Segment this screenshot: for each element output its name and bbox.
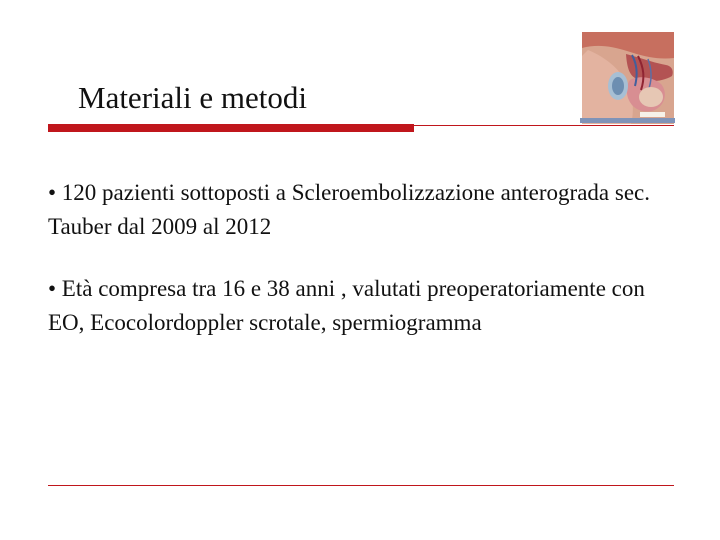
slide-title: Materiali e metodi — [78, 80, 307, 115]
title-underline-thick — [48, 124, 414, 132]
slide-content — [48, 176, 678, 368]
image-caption-strip — [580, 118, 675, 123]
bottom-divider — [48, 485, 674, 486]
bullet-item-patients: • 120 pazienti sottoposti a Scleroembolizzazione anterograda sec. Tauber dal 2009 al 2012 — [48, 180, 650, 239]
anatomy-illustration-image — [582, 32, 674, 124]
title-underline-thin — [414, 125, 674, 126]
bullet-item-age-evaluation: • Età compresa tra 16 e 38 anni , valutati preoperatoriamente con EO, Ecocolordoppler scrotale, spermiogramma — [48, 276, 645, 335]
